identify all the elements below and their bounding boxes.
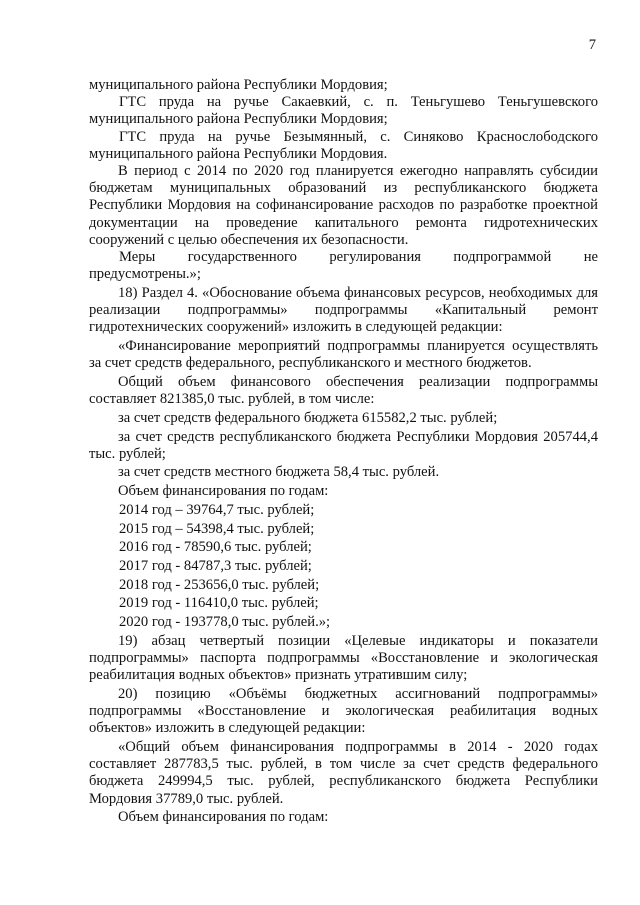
page-number: 7 bbox=[588, 37, 596, 53]
year-item-2014: 2014 год – 39764,7 тыс. рублей; bbox=[119, 501, 315, 518]
year-item-2015: 2015 год – 54398,4 тыс. рублей; bbox=[119, 520, 315, 537]
financing-by-year-list bbox=[89, 502, 598, 631]
paragraph-total-volume: Общий объем финансового обеспечения реализации подпрограммы составляет 821385,0 тыс. рублей, в том числе: bbox=[89, 373, 598, 408]
document-body bbox=[89, 77, 598, 827]
paragraph-years-heading: Объем финансирования по годам: bbox=[118, 483, 329, 500]
paragraph-years-heading-2: Объем финансирования по годам: bbox=[118, 809, 329, 826]
paragraph-republic-budget: за счет средств республиканского бюджета Республики Мордовия 205744,4 тыс. рублей; bbox=[89, 428, 598, 462]
paragraph-financing-sources: «Финансирование мероприятий подпрограммы планируется осуществлять за счет средств федерального, республиканского и местного бюджетов. bbox=[89, 338, 598, 372]
paragraph-local-budget: за счет средств местного бюджета 58,4 тыс. рублей. bbox=[118, 464, 440, 481]
paragraph-item-20: 20) позицию «Объёмы бюджетных ассигнований подпрограммы» подпрограммы «Восстановление и экологическая реабилитация водных объектов» изложить в следующей редакции: bbox=[89, 685, 598, 737]
paragraph-district-end: муниципального района Республики Мордовия; bbox=[89, 77, 388, 93]
year-item-2020: 2020 год - 193778,0 тыс. рублей.»; bbox=[119, 614, 331, 631]
paragraph-gts-sakaevkiy: ГТС пруда на ручье Сакаевкий, с. п. Теньгушево Теньгушевского муниципального района Республики Мордовия; bbox=[89, 94, 598, 128]
paragraph-item-18: 18) Раздел 4. «Обоснование объема финансовых ресурсов, необходимых для реализации подпрограммы» подпрограммы «Капитальный ремонт гидротехнических сооружений» изложить в следующей редакции: bbox=[89, 284, 598, 336]
paragraph-federal-budget: за счет средств федерального бюджета 615582,2 тыс. рублей; bbox=[118, 409, 498, 426]
paragraph-gts-bezymyanny: ГТС пруда на ручье Безымянный, с. Синяково Краснослободского муниципального района Республики Мордовия. bbox=[89, 128, 598, 162]
year-item-2016: 2016 год - 78590,6 тыс. рублей; bbox=[119, 539, 312, 556]
paragraph-regulation-measures: Меры государственного регулирования подпрограммой не предусмотрены.»; bbox=[89, 249, 598, 283]
paragraph-item-19: 19) абзац четвертый позиции «Целевые индикаторы и показатели подпрограммы» паспорта подпрограммы «Восстановление и экологическая реабилитация водных объектов» признать утратившим силу; bbox=[89, 632, 598, 684]
year-item-2018: 2018 год - 253656,0 тыс. рублей; bbox=[119, 576, 320, 593]
paragraph-subsidies-plan: В период с 2014 по 2020 год планируется ежегодно направлять субсидии бюджетам муниципальных образований из республиканского бюджета Республики Мордовия на софинансирование расходов по разработке проектной документации на проведение капитального ремонта гидротехнических сооружений с целью обеспечения их безопасности. bbox=[89, 163, 598, 248]
year-item-2017: 2017 год - 84787,3 тыс. рублей; bbox=[119, 557, 312, 574]
year-item-2019: 2019 год - 116410,0 тыс. рублей; bbox=[119, 595, 319, 612]
paragraph-total-financing-2014-2020: «Общий объем финансирования подпрограммы в 2014 - 2020 годах составляет 287783,5 тыс. рублей, в том числе за счет средств федерального бюджета 249994,5 тыс. рублей, республиканского бюджета Республики Мордовия 37789,0 тыс. рублей. bbox=[89, 739, 598, 807]
